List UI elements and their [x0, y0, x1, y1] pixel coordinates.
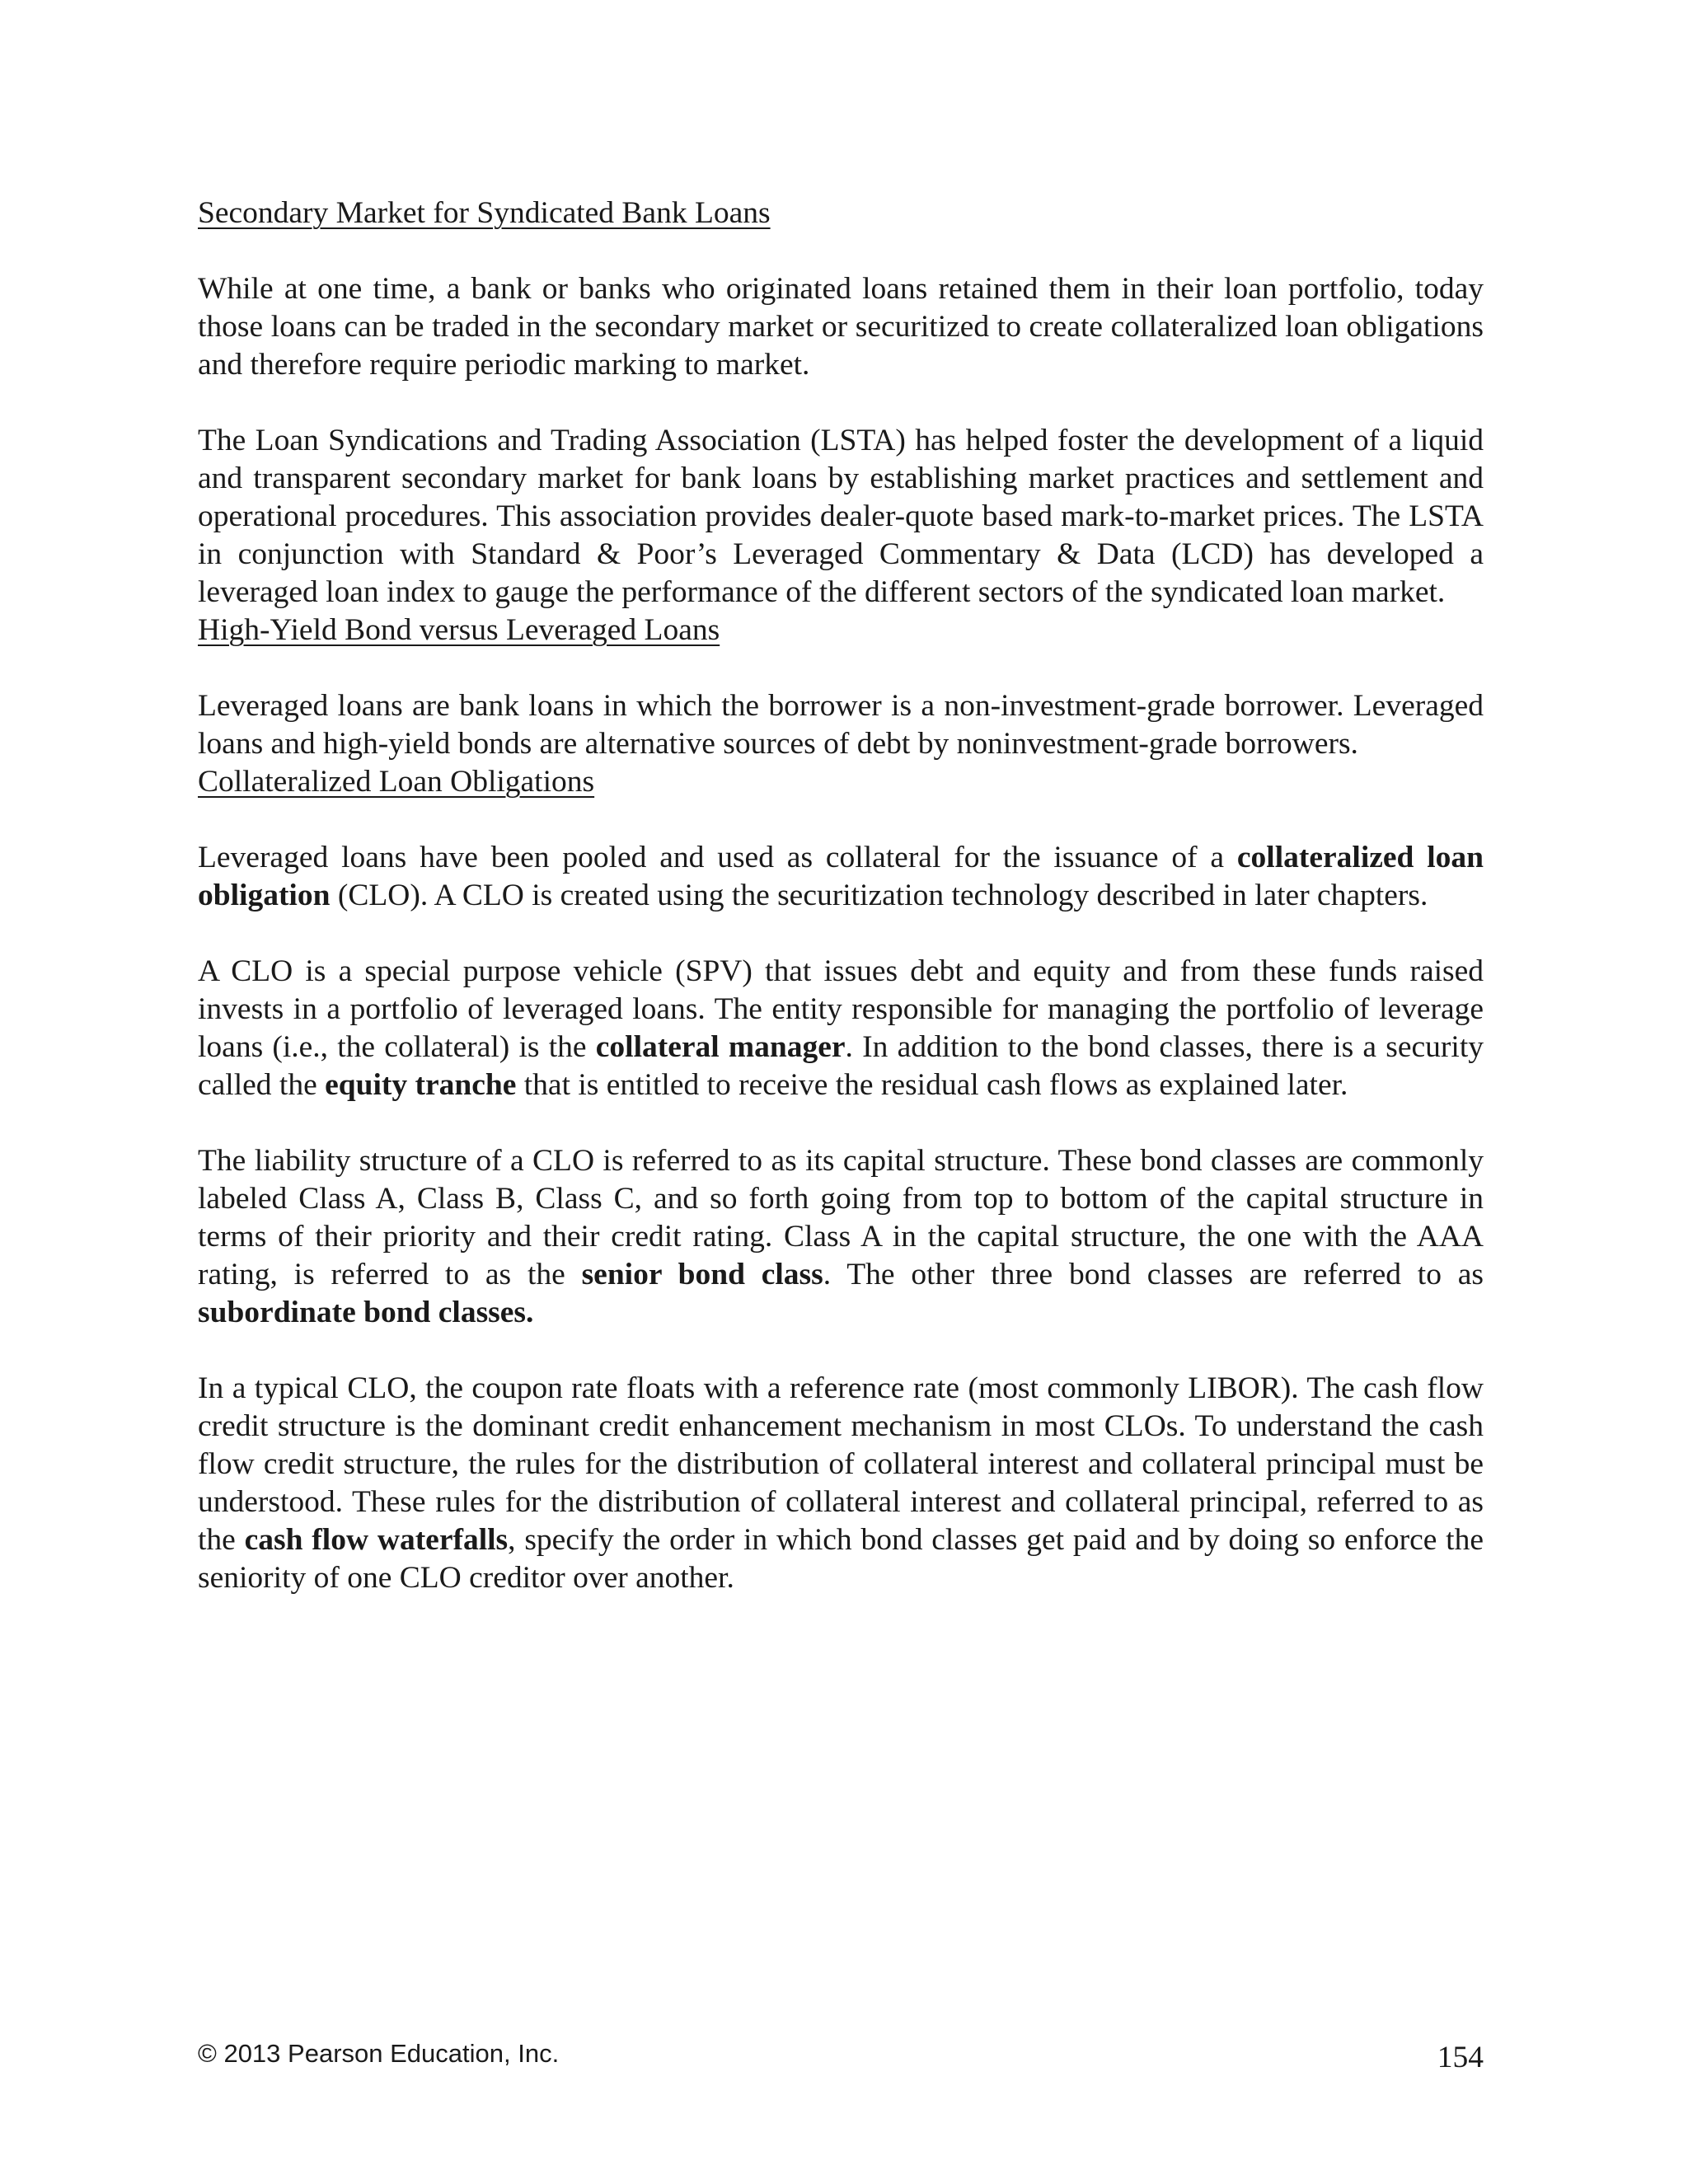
key-term: senior bond class	[581, 1258, 823, 1291]
paragraph	[198, 1142, 1484, 1332]
section-heading: Secondary Market for Syndicated Bank Loans	[198, 196, 771, 230]
text-run: The Loan Syndications and Trading Association (LSTA) has helped foster the development of a liquid and transparent secondary market for bank loans by establishing market practices and settlement and operational procedures. This association provides dealer-quote based mark-to-market prices. The LSTA in conjunction with Standard & Poor’s Leveraged Commentary & Data (LCD) has developed a leveraged loan index to gauge the performance of the different sectors of the syndicated loan market.	[198, 424, 1484, 609]
copyright-notice: © 2013 Pearson Education, Inc.	[198, 2039, 560, 2068]
section-heading: High-Yield Bond versus Leveraged Loans	[198, 613, 720, 647]
text-run: . In addition to the bond classes, there is a security called the	[198, 1030, 1484, 1102]
section	[198, 194, 1484, 612]
key-term: equity tranche	[325, 1068, 517, 1102]
section	[198, 763, 1484, 1597]
text-run: , specify the order in which bond classes get paid and by doing so enforce the seniority of one CLO creditor over another.	[198, 1523, 1484, 1595]
section	[198, 612, 1484, 763]
section-heading: Collateralized Loan Obligations	[198, 765, 595, 799]
text-run: that is entitled to receive the residual cash flows as explained later.	[516, 1068, 1348, 1102]
key-term: collateral manager	[595, 1030, 846, 1064]
text-run: While at one time, a bank or banks who originated loans retained them in their loan portfolio, today those loans can be traded in the secondary market or securitized to create collateralized loan obligations and therefore require periodic marking to market.	[198, 272, 1484, 382]
text-run: Leveraged loans are bank loans in which the borrower is a non-investment-grade borrower. Leveraged loans and high-yield bonds are alternative sources of debt by noninvestment-grade borrowers.	[198, 689, 1484, 761]
text-run: . The other three bond classes are referred to as	[823, 1258, 1484, 1291]
text-run: (CLO). A CLO is created using the securitization technology described in later chapters.	[330, 879, 1428, 912]
page-number: 154	[1437, 2041, 1484, 2074]
key-term: collateralized loan obligation	[198, 841, 1484, 912]
key-term: cash flow waterfalls	[244, 1523, 509, 1557]
document-body	[198, 194, 1484, 1597]
text-run: The liability structure of a CLO is referred to as its capital structure. These bond classes are commonly labeled Class A, Class B, Class C, and so forth going from top to bottom of the capital structure in terms of their priority and their credit rating. Class A in the capital structure, the one with the AAA rating, is referred to as the	[198, 1144, 1484, 1291]
paragraph	[198, 953, 1484, 1104]
text-run: In a typical CLO, the coupon rate floats with a reference rate (most commonly LIBOR). The cash flow credit structure is the dominant credit enhancement mechanism in most CLOs. To understand the cash flow credit structure, the rules for the distribution of collateral interest and collateral principal must be understood. These rules for the distribution of collateral interest and collateral principal, referred to as the	[198, 1371, 1484, 1557]
text-run: A CLO is a special purpose vehicle (SPV) that issues debt and equity and from these funds raised invests in a portfolio of leveraged loans. The entity responsible for managing the portfolio of leverage loans (i.e., the collateral) is the	[198, 954, 1484, 1064]
paragraph	[198, 422, 1484, 612]
paragraph	[198, 687, 1484, 763]
key-term: subordinate bond classes.	[198, 1296, 534, 1329]
paragraph	[198, 839, 1484, 915]
paragraph	[198, 1370, 1484, 1597]
text-run: Leveraged loans have been pooled and used as collateral for the issuance of a	[198, 841, 1237, 874]
paragraph	[198, 270, 1484, 384]
